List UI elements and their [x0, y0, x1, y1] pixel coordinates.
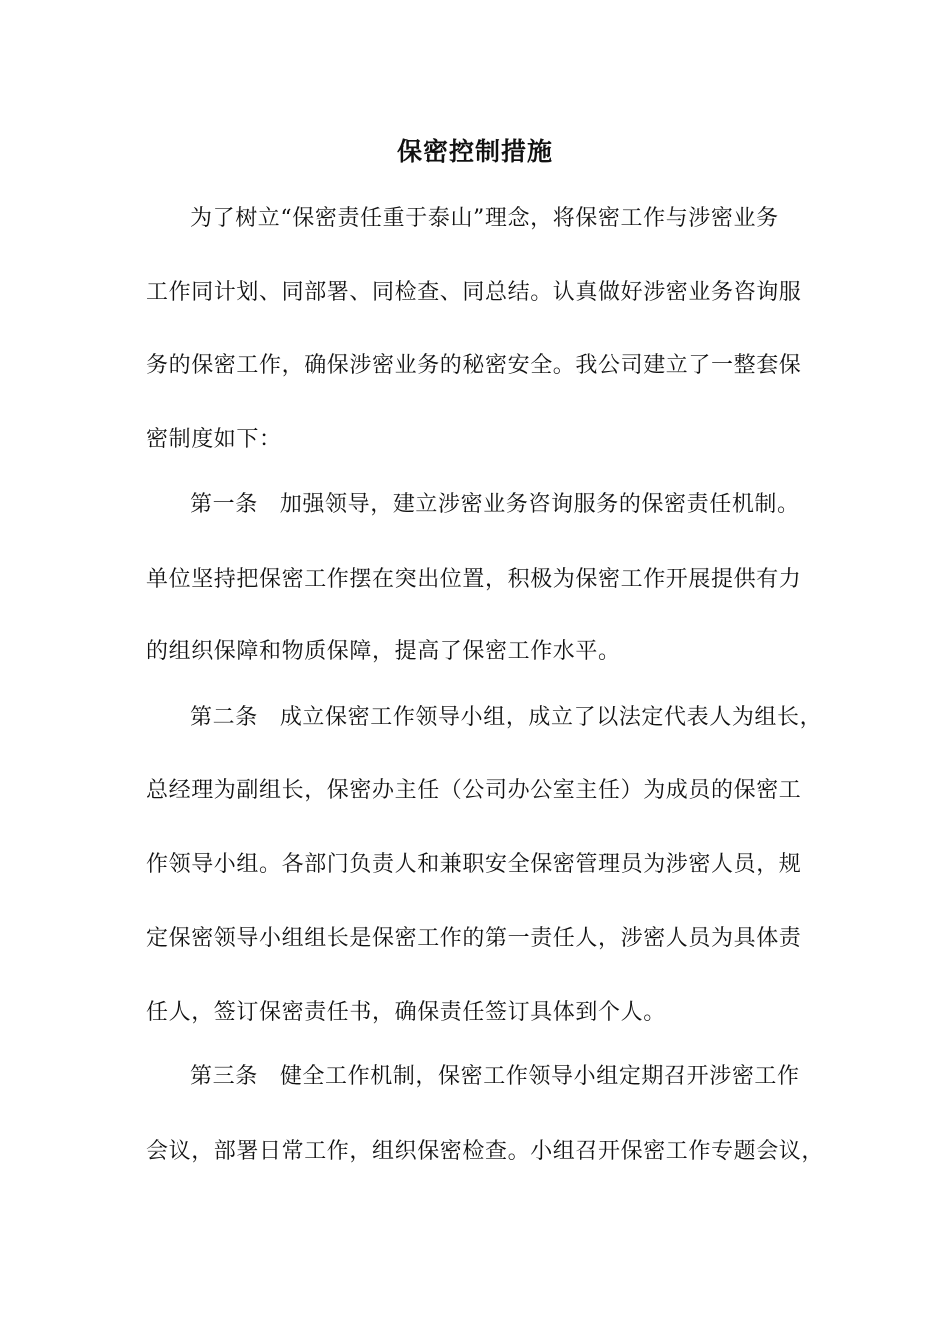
article-text: 健全工作机制，保密工作领导小组定期召开涉密工作 — [279, 1064, 800, 1089]
article-line — [190, 700, 826, 736]
article-heading: 第一条 — [190, 492, 258, 517]
paragraph-line: 的组织保障和物质保障，提高了保密工作水平。 — [146, 639, 621, 664]
document-title: 保密控制措施 — [396, 137, 553, 166]
paragraph-line: 单位坚持把保密工作摆在突出位置，积极为保密工作开展提供有力 — [146, 567, 802, 592]
paragraph-line: 密制度如下： — [146, 427, 282, 452]
article-heading: 第二条 — [190, 705, 258, 730]
article-text: 加强领导，建立涉密业务咨询服务的保密责任机制。 — [279, 492, 800, 517]
article-text: 成立保密工作领导小组，成立了以法定代表人为组长， — [279, 705, 823, 730]
paragraph-line: 任人，签订保密责任书，确保责任签订具体到个人。 — [146, 1000, 666, 1025]
paragraph-line: 定保密领导小组组长是保密工作的第一责任人，涉密人员为具体责 — [146, 926, 802, 951]
paragraph-line: 会议，部署日常工作，组织保密检查。小组召开保密工作专题会议， — [146, 1139, 825, 1164]
paragraph-line: 工作同计划、同部署、同检查、同总结。认真做好涉密业务咨询服 — [146, 280, 802, 305]
article-heading: 第三条 — [190, 1064, 258, 1089]
article-line — [190, 1059, 826, 1095]
article-line — [190, 487, 826, 523]
paragraph-line: 务的保密工作，确保涉密业务的秘密安全。我公司建立了一整套保 — [146, 353, 802, 378]
paragraph-line: 为了树立“保密责任重于泰山”理念，将保密工作与涉密业务 — [190, 206, 779, 231]
paragraph-line: 总经理为副组长，保密办主任（公司办公室主任）为成员的保密工 — [146, 778, 802, 803]
paragraph-line: 作领导小组。各部门负责人和兼职安全保密管理员为涉密人员，规 — [146, 852, 802, 877]
